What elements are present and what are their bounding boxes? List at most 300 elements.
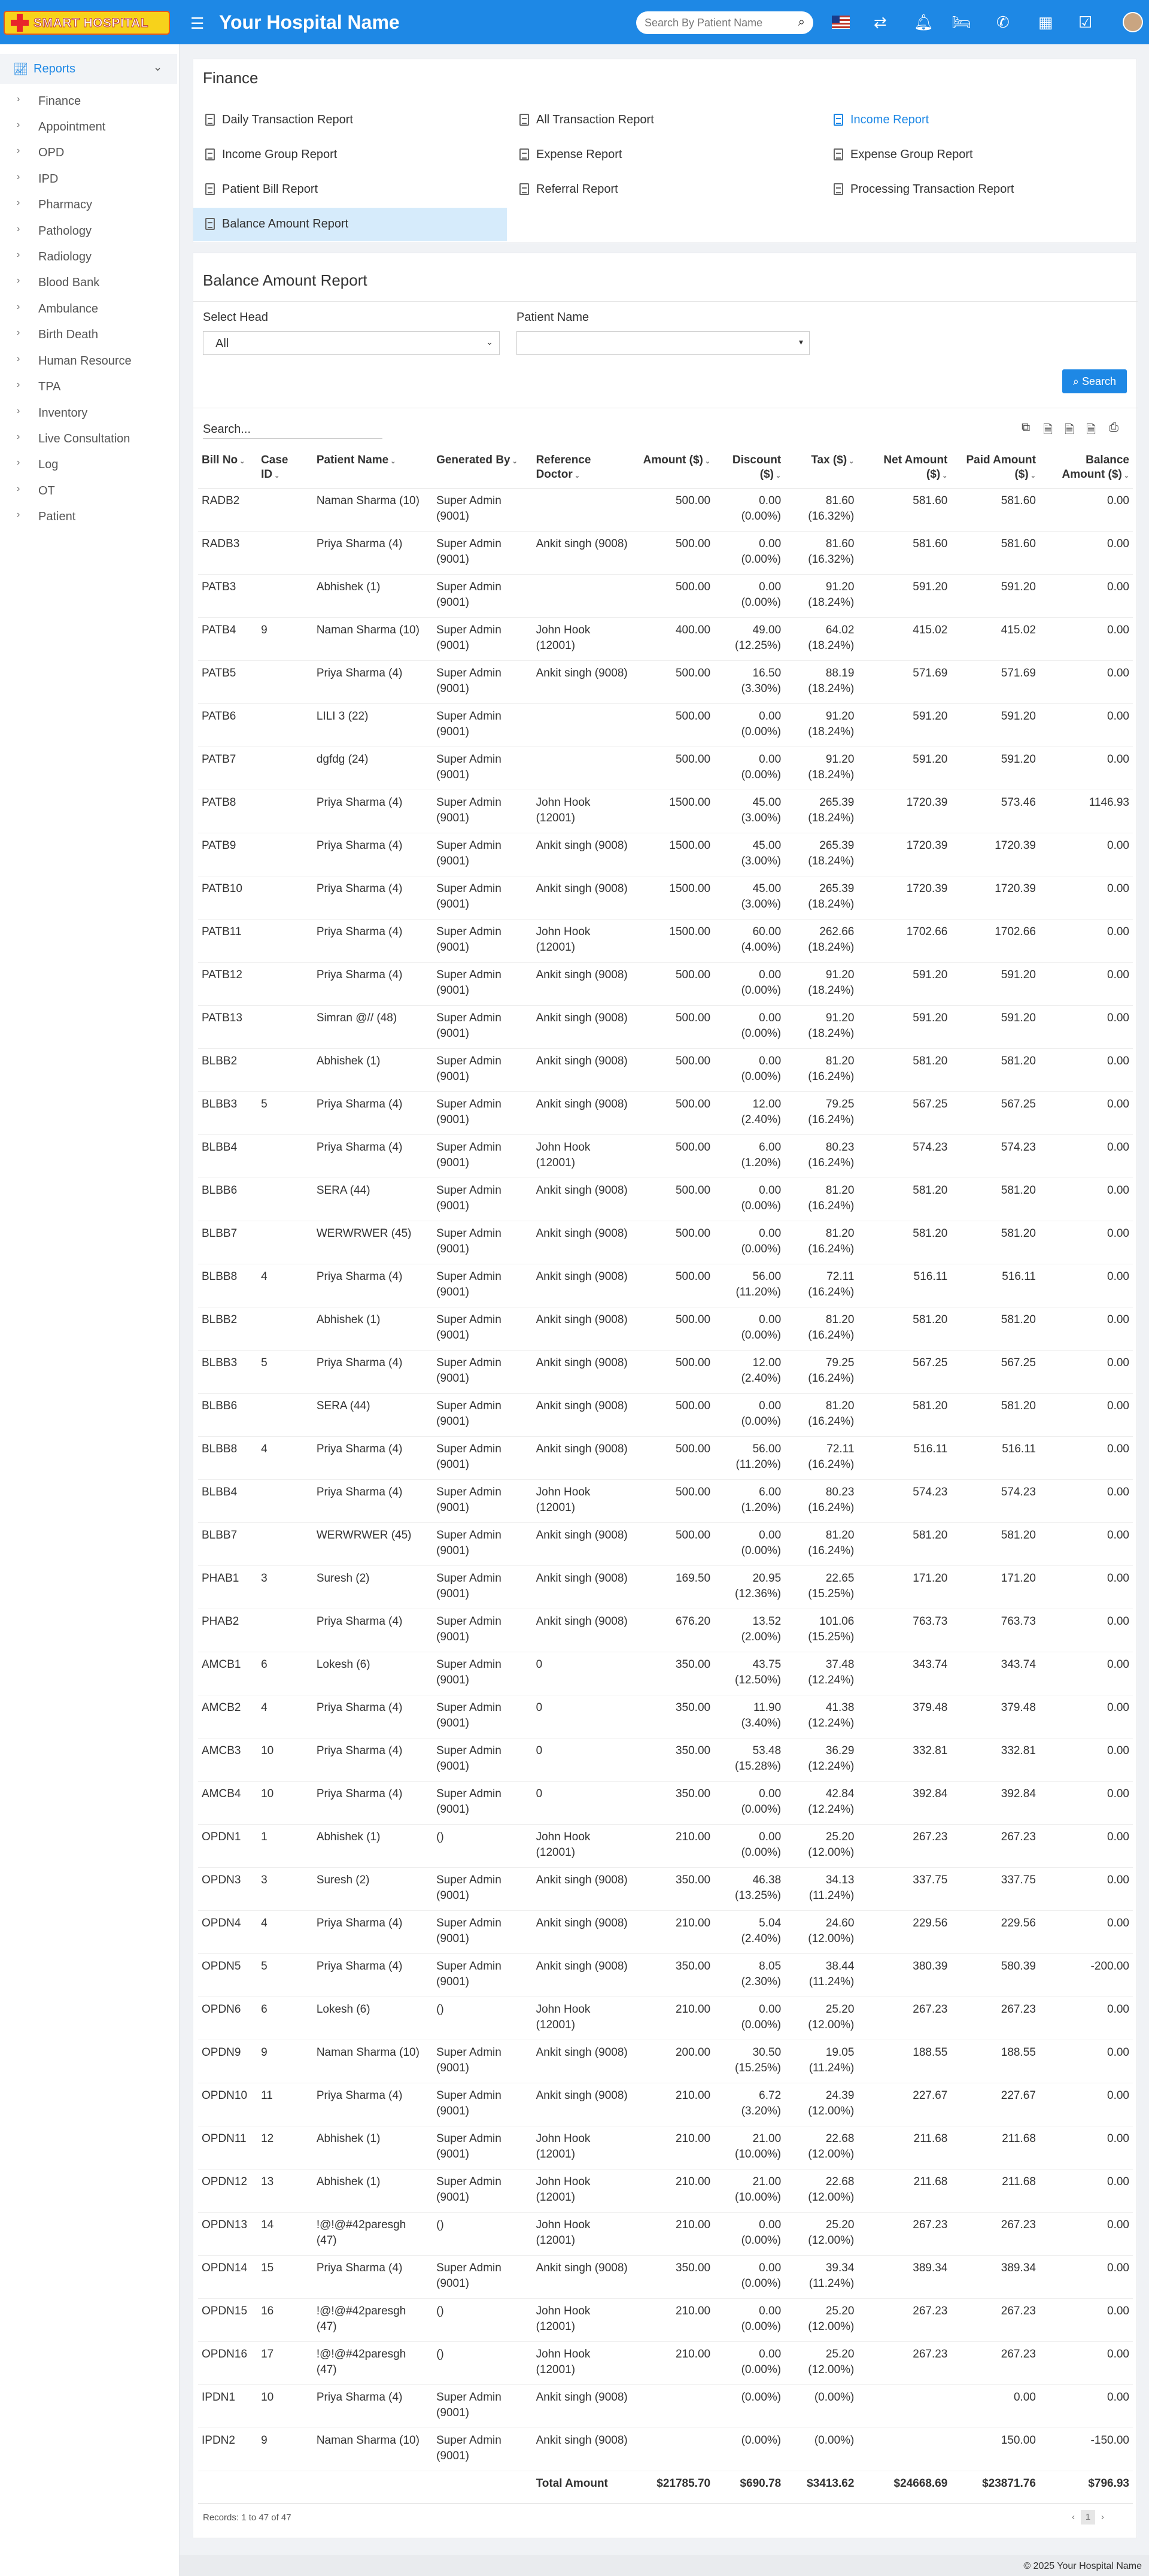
table-cell: Super Admin (9001): [433, 1048, 533, 1091]
sort-icon[interactable]: ⌄: [704, 458, 711, 465]
table-cell: 13.52 (2.00%): [714, 1609, 785, 1652]
search-icon: ⌕: [1072, 375, 1083, 387]
total-label: Total Amount: [533, 2471, 635, 2503]
table-cell: Super Admin (9001): [433, 2083, 533, 2126]
table-cell: 389.34: [951, 2255, 1039, 2298]
table-cell: 500.00: [634, 488, 714, 531]
table-cell: 500.00: [634, 1134, 714, 1178]
table-cell: 267.23: [858, 1997, 951, 2040]
table-cell: Priya Sharma (4): [313, 962, 433, 1005]
table-cell: 500.00: [634, 1048, 714, 1091]
table-cell: 79.25 (16.24%): [785, 1350, 858, 1393]
table-cell: 0.00: [951, 2384, 1039, 2428]
table-cell: 60.00 (4.00%): [714, 919, 785, 962]
column-header[interactable]: [785, 445, 858, 488]
table-cell: John Hook (12001): [533, 2126, 635, 2169]
table-cell: Ankit singh (9008): [533, 962, 635, 1005]
table-cell: BLBB6: [198, 1393, 257, 1436]
table-cell: [257, 1221, 313, 1264]
table-cell: 500.00: [634, 1221, 714, 1264]
table-cell: 265.39 (18.24%): [785, 790, 858, 833]
all-transaction-report-link[interactable]: [507, 104, 821, 137]
sort-icon[interactable]: ⌄: [1123, 472, 1129, 480]
excel-file-icon[interactable]: 🗎︎: [1043, 423, 1053, 436]
table-row: [198, 1953, 1133, 1997]
medical-cross-icon: [11, 14, 29, 32]
document-icon: [205, 114, 215, 126]
table-cell: 265.39 (18.24%): [785, 876, 858, 919]
table-cell: 0.00 (0.00%): [714, 1393, 785, 1436]
sort-icon[interactable]: ⌄: [239, 458, 245, 465]
table-cell: 1500.00: [634, 876, 714, 919]
menu-toggle-icon[interactable]: ☰: [190, 14, 205, 32]
table-cell: 72.11 (16.24%): [785, 1436, 858, 1479]
expense-group-report-link[interactable]: [822, 138, 1137, 172]
table-cell: 591.20: [951, 574, 1039, 617]
table-cell: [433, 2471, 533, 2503]
table-row: [198, 488, 1133, 531]
table-cell: BLBB8: [198, 1436, 257, 1479]
table-cell: 0.00 (0.00%): [714, 1048, 785, 1091]
table-cell: 22.68 (12.00%): [785, 2126, 858, 2169]
table-cell: PHAB2: [198, 1609, 257, 1652]
column-header[interactable]: [858, 445, 951, 488]
sidebar-item-inventory[interactable]: [0, 402, 177, 426]
table-cell: Super Admin (9001): [433, 1953, 533, 1997]
table-cell: PATB5: [198, 660, 257, 703]
table-cell: [257, 660, 313, 703]
table-cell: 350.00: [634, 1867, 714, 1910]
link-label: Daily Transaction Report: [222, 113, 353, 126]
table-cell: 79.25 (16.24%): [785, 1091, 858, 1134]
sidebar-item-tpa[interactable]: [0, 375, 177, 399]
table-cell: 267.23: [951, 1997, 1039, 2040]
us-flag-icon[interactable]: [832, 16, 850, 29]
table-cell: BLBB2: [198, 1307, 257, 1350]
table-cell: Super Admin (9001): [433, 1221, 533, 1264]
table-cell: 1720.39: [858, 833, 951, 876]
table-row: [198, 1695, 1133, 1738]
table-cell: 591.20: [951, 1005, 1039, 1048]
table-cell: Ankit singh (9008): [533, 1910, 635, 1953]
sort-icon[interactable]: ⌄: [390, 458, 396, 465]
table-cell: [257, 574, 313, 617]
table-cell: 380.39: [858, 1953, 951, 1997]
table-cell: 64.02 (18.24%): [785, 617, 858, 660]
table-cell: 0.00: [1039, 488, 1133, 531]
table-cell: 0.00 (0.00%): [714, 2341, 785, 2384]
transfer-icon[interactable]: ⇄: [874, 13, 887, 31]
table-cell: 3: [257, 1867, 313, 1910]
table-cell: 591.20: [951, 962, 1039, 1005]
table-cell: Super Admin (9001): [433, 747, 533, 790]
table-cell: 574.23: [951, 1134, 1039, 1178]
table-cell: 3: [257, 1565, 313, 1609]
table-cell: 0.00 (0.00%): [714, 1178, 785, 1221]
table-cell: 500.00: [634, 1178, 714, 1221]
user-avatar[interactable]: [1123, 12, 1143, 32]
sidebar-item-appointment[interactable]: [0, 116, 177, 139]
sidebar-item-live-consultation[interactable]: [0, 427, 177, 451]
table-cell: 500.00: [634, 1005, 714, 1048]
column-header[interactable]: [634, 445, 714, 488]
table-cell: 0.00 (0.00%): [714, 1824, 785, 1867]
table-cell: 350.00: [634, 1953, 714, 1997]
sort-icon[interactable]: ⌄: [512, 458, 518, 465]
table-cell: PATB7: [198, 747, 257, 790]
table-cell: 19.05 (11.24%): [785, 2040, 858, 2083]
table-cell: [257, 833, 313, 876]
table-cell: Priya Sharma (4): [313, 1350, 433, 1393]
table-cell: WERWRWER (45): [313, 1221, 433, 1264]
table-cell: 389.34: [858, 2255, 951, 2298]
table-cell: 500.00: [634, 531, 714, 574]
bell-icon[interactable]: 🔔︎: [914, 13, 934, 31]
income-group-report-link[interactable]: [193, 138, 507, 172]
table-cell: OPDN15: [198, 2298, 257, 2341]
table-cell: [257, 1393, 313, 1436]
column-header[interactable]: [313, 445, 433, 488]
page-number-button[interactable]: 1: [1081, 2510, 1095, 2525]
totals-row: [198, 2471, 1133, 2503]
chevron-right-icon: ›: [17, 275, 20, 286]
sidebar-item-log[interactable]: [0, 453, 177, 477]
table-cell: 574.23: [858, 1134, 951, 1178]
patient-bill-report-link[interactable]: [193, 173, 507, 207]
patient-name-dropdown[interactable]: [516, 331, 810, 355]
document-icon: [205, 148, 215, 160]
table-cell: Super Admin (9001): [433, 1609, 533, 1652]
table-cell: 6.00 (1.20%): [714, 1479, 785, 1522]
sidebar-item-label: Appointment: [38, 120, 106, 133]
table-cell: Super Admin (9001): [433, 1781, 533, 1824]
table-row: [198, 1652, 1133, 1695]
table-cell: 573.46: [951, 790, 1039, 833]
table-cell: 9: [257, 2040, 313, 2083]
table-row: [198, 833, 1133, 876]
csv-file-icon[interactable]: 🗎︎: [1065, 423, 1075, 436]
table-cell: 0.00: [1039, 574, 1133, 617]
table-cell: [533, 703, 635, 747]
table-cell: Super Admin (9001): [433, 919, 533, 962]
table-cell: 567.25: [858, 1350, 951, 1393]
table-cell: -200.00: [1039, 1953, 1133, 1997]
processing-transaction-report-link[interactable]: [822, 173, 1137, 207]
table-cell: 16: [257, 2298, 313, 2341]
table-cell: John Hook (12001): [533, 919, 635, 962]
table-cell: 4: [257, 1695, 313, 1738]
table-cell: Priya Sharma (4): [313, 1910, 433, 1953]
table-row: [198, 1867, 1133, 1910]
table-cell: SERA (44): [313, 1393, 433, 1436]
table-cell: 415.02: [951, 617, 1039, 660]
table-cell: (): [433, 1997, 533, 2040]
patient-search: [636, 11, 813, 34]
table-cell: 581.60: [858, 531, 951, 574]
table-cell: [533, 488, 635, 531]
records-count: Records: 1 to 47 of 47: [203, 2513, 291, 2523]
sort-icon[interactable]: ⌄: [849, 458, 855, 465]
table-cell: 1500.00: [634, 833, 714, 876]
table-cell: 6.72 (3.20%): [714, 2083, 785, 2126]
calendar-icon[interactable]: ▦: [1038, 13, 1053, 31]
print-icon[interactable]: ⎙: [1109, 421, 1118, 434]
sidebar-item-blood-bank[interactable]: [0, 271, 177, 295]
table-cell: 1720.39: [951, 833, 1039, 876]
sidebar: [0, 44, 180, 2576]
table-cell: 500.00: [634, 1264, 714, 1307]
table-cell: 763.73: [951, 1609, 1039, 1652]
hospital-name: Your Hospital Name: [219, 11, 400, 33]
table-cell: 0.00: [1039, 919, 1133, 962]
table-cell: 210.00: [634, 2341, 714, 2384]
table-cell: OPDN14: [198, 2255, 257, 2298]
table-row: [198, 574, 1133, 617]
table-cell: 0.00: [1039, 1997, 1133, 2040]
sidebar-item-opd[interactable]: [0, 141, 177, 165]
balance-amount-report-link[interactable]: [193, 208, 507, 241]
table-cell: Ankit singh (9008): [533, 1264, 635, 1307]
sidebar-item-ipd[interactable]: [0, 168, 177, 192]
table-cell: 5: [257, 1953, 313, 1997]
table-cell: 0.00: [1039, 1436, 1133, 1479]
table-cell: PATB13: [198, 1005, 257, 1048]
table-cell: RADB2: [198, 488, 257, 531]
table-cell: PATB3: [198, 574, 257, 617]
table-cell: 0.00: [1039, 660, 1133, 703]
table-cell: 0: [533, 1695, 635, 1738]
table-cell: Super Admin (9001): [433, 617, 533, 660]
table-cell: 11: [257, 2083, 313, 2126]
search-button[interactable]: [1062, 369, 1127, 393]
table-cell: Simran @// (48): [313, 1005, 433, 1048]
sort-icon[interactable]: ⌄: [942, 472, 948, 480]
table-cell: 42.84 (12.24%): [785, 1781, 858, 1824]
patient-search-input[interactable]: [645, 16, 788, 29]
sort-icon[interactable]: ⌄: [1030, 472, 1036, 480]
table-cell: Super Admin (9001): [433, 2428, 533, 2471]
table-cell: 0.00: [1039, 1005, 1133, 1048]
table-cell: 267.23: [951, 2341, 1039, 2384]
table-cell: 211.68: [951, 2169, 1039, 2212]
table-cell: 210.00: [634, 1824, 714, 1867]
daily-transaction-report-link[interactable]: [193, 104, 507, 137]
divider: [193, 301, 1138, 302]
table-cell: Priya Sharma (4): [313, 1781, 433, 1824]
sidebar-item-label: Radiology: [38, 250, 92, 263]
sidebar-item-birth-death[interactable]: [0, 323, 177, 347]
table-cell: Super Admin (9001): [433, 2040, 533, 2083]
table-cell: BLBB6: [198, 1178, 257, 1221]
table-cell: Super Admin (9001): [433, 2169, 533, 2212]
sidebar-item-pathology[interactable]: [0, 220, 177, 244]
table-row: [198, 1781, 1133, 1824]
sidebar-item-label: Pathology: [38, 224, 92, 238]
table-cell: 227.67: [951, 2083, 1039, 2126]
table-cell: Ankit singh (9008): [533, 1178, 635, 1221]
table-cell: 581.20: [951, 1221, 1039, 1264]
total-amount: $21785.70: [634, 2471, 714, 2503]
bed-icon[interactable]: 🛏︎: [952, 13, 972, 31]
table-cell: 30.50 (15.25%): [714, 2040, 785, 2083]
whatsapp-icon[interactable]: ✆: [996, 13, 1010, 31]
table-cell: 10: [257, 2384, 313, 2428]
sort-icon[interactable]: ⌄: [274, 472, 280, 480]
table-cell: [257, 919, 313, 962]
table-cell: 267.23: [951, 2212, 1039, 2255]
table-cell: 45.00 (3.00%): [714, 833, 785, 876]
table-cell: 1702.66: [858, 919, 951, 962]
table-cell: 581.20: [951, 1178, 1039, 1221]
next-page-icon[interactable]: ›: [1101, 2512, 1104, 2522]
table-row: [198, 1091, 1133, 1134]
column-header[interactable]: [533, 445, 635, 488]
table-cell: 500.00: [634, 1307, 714, 1350]
table-cell: Super Admin (9001): [433, 2126, 533, 2169]
table-cell: 574.23: [858, 1479, 951, 1522]
table-cell: 0.00: [1039, 2040, 1133, 2083]
table-cell: [257, 876, 313, 919]
column-header[interactable]: [257, 445, 313, 488]
table-cell: [257, 1048, 313, 1091]
sidebar-item-reports[interactable]: [0, 54, 177, 84]
copy-icon[interactable]: ⧉: [1022, 421, 1031, 434]
table-cell: 169.50: [634, 1565, 714, 1609]
table-cell: 16.50 (3.30%): [714, 660, 785, 703]
table-row: [198, 1910, 1133, 1953]
table-cell: Ankit singh (9008): [533, 876, 635, 919]
table-cell: Ankit singh (9008): [533, 2040, 635, 2083]
table-cell: 0.00: [1039, 1565, 1133, 1609]
table-row: [198, 2341, 1133, 2384]
chevron-right-icon: ›: [17, 380, 20, 390]
chevron-right-icon: ›: [17, 432, 20, 442]
expense-report-link[interactable]: [507, 138, 821, 172]
column-header[interactable]: [1039, 445, 1133, 488]
pdf-file-icon[interactable]: 🗎︎: [1086, 423, 1096, 436]
column-header[interactable]: [951, 445, 1039, 488]
total-tax: $3413.62: [785, 2471, 858, 2503]
chevron-right-icon: ›: [17, 406, 20, 416]
table-cell: 81.60 (16.32%): [785, 488, 858, 531]
table-cell: Super Admin (9001): [433, 1307, 533, 1350]
sort-icon[interactable]: ⌄: [574, 472, 580, 480]
table-cell: [257, 790, 313, 833]
sort-icon[interactable]: ⌄: [775, 472, 782, 480]
link-label: Income Report: [850, 113, 929, 126]
table-cell: Naman Sharma (10): [313, 2040, 433, 2083]
table-cell: 0.00 (0.00%): [714, 1997, 785, 2040]
table-cell: BLBB2: [198, 1048, 257, 1091]
table-cell: 210.00: [634, 2126, 714, 2169]
table-cell: 0.00: [1039, 1221, 1133, 1264]
table-cell: 581.20: [858, 1048, 951, 1091]
table-header-row: [198, 445, 1133, 488]
sidebar-item-pharmacy[interactable]: [0, 193, 177, 217]
table-cell: !@!@#42paresgh (47): [313, 2212, 433, 2255]
search-icon[interactable]: ⌕: [798, 16, 805, 29]
sidebar-item-label: TPA: [38, 380, 61, 393]
sidebar-item-radiology[interactable]: [0, 245, 177, 269]
table-cell: 0.00: [1039, 2341, 1133, 2384]
table-cell: Super Admin (9001): [433, 1091, 533, 1134]
prev-page-icon[interactable]: ‹: [1072, 2512, 1075, 2522]
table-cell: 11.90 (3.40%): [714, 1695, 785, 1738]
table-cell: 0.00: [1039, 1867, 1133, 1910]
table-cell: 591.20: [858, 1005, 951, 1048]
table-cell: Ankit singh (9008): [533, 1350, 635, 1393]
table-cell: 91.20 (18.24%): [785, 574, 858, 617]
table-cell: 676.20: [634, 1609, 714, 1652]
sidebar-item-finance[interactable]: [0, 90, 177, 114]
table-cell: 392.84: [951, 1781, 1039, 1824]
sidebar-item-patient[interactable]: [0, 505, 177, 529]
table-cell: 81.20 (16.24%): [785, 1178, 858, 1221]
table-cell: 0: [533, 1781, 635, 1824]
referral-report-link[interactable]: [507, 173, 821, 207]
table-cell: 591.20: [951, 703, 1039, 747]
table-cell: 0.00: [1039, 1048, 1133, 1091]
chevron-right-icon: ›: [17, 250, 20, 260]
sidebar-item-ambulance[interactable]: [0, 298, 177, 321]
table-cell: John Hook (12001): [533, 617, 635, 660]
table-cell: [257, 1178, 313, 1221]
table-cell: PATB4: [198, 617, 257, 660]
table-cell: Ankit singh (9008): [533, 660, 635, 703]
table-cell: Ankit singh (9008): [533, 1005, 635, 1048]
table-cell: 0.00: [1039, 1479, 1133, 1522]
table-cell: [257, 1522, 313, 1565]
table-cell: 500.00: [634, 1479, 714, 1522]
table-cell: Super Admin (9001): [433, 488, 533, 531]
table-cell: PATB8: [198, 790, 257, 833]
table-search-input[interactable]: [203, 421, 382, 439]
table-cell: 581.20: [951, 1393, 1039, 1436]
table-cell: 81.20 (16.24%): [785, 1048, 858, 1091]
table-cell: -150.00: [1039, 2428, 1133, 2471]
table-cell: 20.95 (12.36%): [714, 1565, 785, 1609]
sidebar-item-label: Reports: [34, 62, 76, 75]
table-row: [198, 1436, 1133, 1479]
task-check-icon[interactable]: ☑: [1078, 13, 1093, 31]
table-cell: 229.56: [858, 1910, 951, 1953]
hospital-logo[interactable]: [4, 11, 170, 35]
table-cell: 0: [533, 1738, 635, 1781]
table-cell: John Hook (12001): [533, 2298, 635, 2341]
table-cell: Ankit singh (9008): [533, 1393, 635, 1436]
footer: [180, 2555, 1149, 2576]
table-row: [198, 1824, 1133, 1867]
sidebar-item-label: Human Resource: [38, 354, 132, 368]
table-cell: OPDN4: [198, 1910, 257, 1953]
sidebar-item-ot[interactable]: [0, 480, 177, 503]
table-cell: 580.39: [951, 1953, 1039, 1997]
column-header[interactable]: [714, 445, 785, 488]
column-header[interactable]: [433, 445, 533, 488]
table-cell: Priya Sharma (4): [313, 1264, 433, 1307]
table-row: [198, 747, 1133, 790]
table-cell: Super Admin (9001): [433, 876, 533, 919]
table-cell: 581.20: [951, 1307, 1039, 1350]
select-head-dropdown[interactable]: [203, 331, 500, 355]
column-header[interactable]: [198, 445, 257, 488]
sidebar-item-human-resource[interactable]: [0, 350, 177, 374]
table-cell: 0.00: [1039, 1350, 1133, 1393]
income-report-link[interactable]: [822, 104, 1137, 137]
table-cell: Super Admin (9001): [433, 1264, 533, 1307]
table-cell: Super Admin (9001): [433, 660, 533, 703]
table-cell: 211.68: [858, 2169, 951, 2212]
